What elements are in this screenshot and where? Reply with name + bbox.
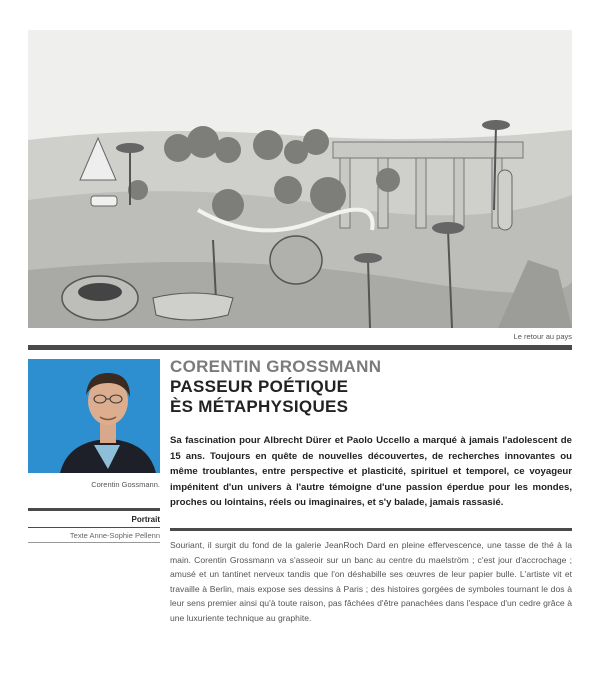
author-credit: Texte Anne-Sophie Pellenn (69, 531, 160, 540)
sidebar-divider-thin (28, 527, 160, 528)
portrait-caption: Corentin Gossmann. (91, 480, 160, 489)
top-divider (28, 345, 572, 350)
portrait-photo (28, 359, 160, 473)
lead-divider (170, 528, 572, 531)
lead-paragraph: Sa fascination pour Albrecht Dürer et Paolo Uccello a marqué à jamais l'adolescent de 15 ans. Toujours en quête de nouvelles découvertes, de recherches innovantes ou même troublantes, entre perspective et plasticité, spirituel et temporel, ce voyageur impénitent d'un univers à l'autre témoigne d'une passion éperdue pour les mondes, proches ou lointains, réels ou imaginaires, et s'y balade, jamais rassasié. (170, 435, 572, 509)
title-line-3: ÈS MÉTAPHYSIQUES (170, 397, 349, 416)
body-paragraph: Souriant, il surgit du fond de la galerie JeanRoch Dard en pleine effervescence, une tasse de thé à la main. Corentin Grossmann va s'asseoir sur un banc au centre du maelström ; c'est jour d'accrochage ; amusé et un tantinet nerveux tandis que l'on déshabille ses œuvres de leur papier bulle. L'artiste vit et travaille à Berlin, mais expose ses dessins à Paris ; des histoires gorgées de symboles tournant le dos à leur sens premier ainsi qu'à toute raison, pas fâchées d'être panachées dans l'espace d'un cedre grâce à une luxuriente technique au graphite. (170, 540, 572, 623)
title-line-2: PASSEUR POÉTIQUE (170, 377, 349, 396)
section-label: Portrait (131, 515, 160, 524)
article-title (170, 357, 381, 417)
title-line-1: CORENTIN GROSSMANN (170, 357, 382, 376)
artwork-caption: Le retour au pays (513, 332, 572, 341)
sidebar-divider (28, 508, 160, 511)
sidebar-divider-bottom (28, 542, 160, 543)
artwork-image (28, 30, 572, 328)
